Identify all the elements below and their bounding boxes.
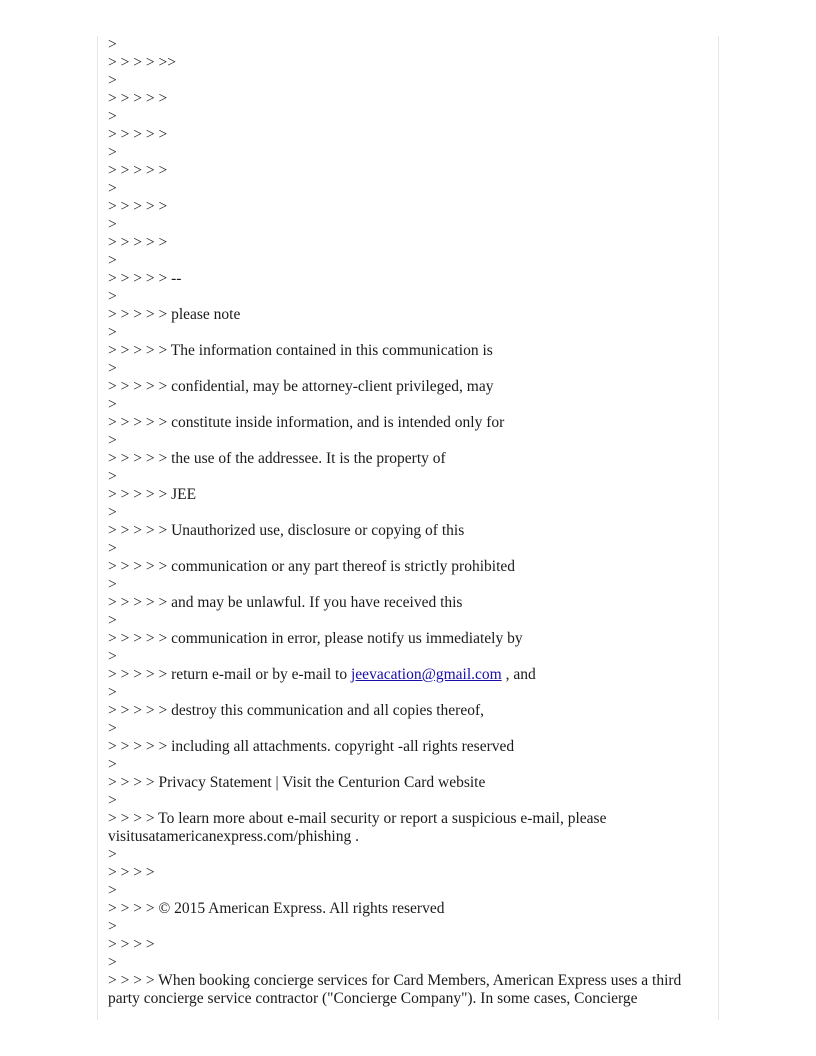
text-line: >	[108, 288, 117, 305]
text-line: >	[108, 432, 117, 449]
text-line: > > > > > constitute inside information, and is intended only for	[108, 414, 505, 431]
text-line: > > > > > the use of the addressee. It is the property of	[108, 450, 446, 467]
email-line-suffix: , and	[501, 666, 536, 683]
text-line: > > > > To learn more about e-mail security or report a suspicious e-mail, please visitusatamericanexpress.com/phishing .	[108, 810, 611, 845]
text-line: > > > > >	[108, 198, 168, 215]
text-line: > > > > > destroy this communication and all copies thereof,	[108, 702, 485, 719]
text-line: >	[108, 882, 117, 899]
quoted-lines-bottom	[108, 684, 708, 1008]
text-line: >	[108, 576, 117, 593]
text-line: >	[108, 36, 117, 53]
text-line: >	[108, 954, 117, 971]
text-line: >	[108, 756, 117, 773]
text-line: > > > > > please note	[108, 306, 241, 323]
text-line: > > > > > --	[108, 270, 182, 287]
text-line: >	[108, 468, 117, 485]
text-line: > > > > > Unauthorized use, disclosure or copying of this	[108, 522, 465, 539]
text-line: > > > > When booking concierge services for Card Members, American Express uses a third party concierge service contractor ("Concierge Company"). In some cases, Concierge	[108, 972, 686, 1007]
text-line: > > > > > JEE	[108, 486, 197, 503]
text-line: > > > >	[108, 936, 155, 953]
text-line: >	[108, 216, 117, 233]
text-line: >	[108, 612, 117, 629]
text-line: >	[108, 108, 117, 125]
text-line: >	[108, 144, 117, 161]
text-line: >	[108, 72, 117, 89]
text-line: > > > > >	[108, 126, 168, 143]
email-contact-line	[108, 666, 708, 684]
text-line: > > > > > The information contained in this communication is	[108, 342, 493, 359]
text-line: > > > >	[108, 864, 155, 881]
text-line: >	[108, 252, 117, 269]
email-line-prefix: > > > > > return e-mail or by e-mail to	[108, 666, 351, 683]
email-body	[108, 36, 708, 1008]
text-line: > > > > >	[108, 162, 168, 179]
text-line: >	[108, 846, 117, 863]
text-line: >	[108, 918, 117, 935]
text-line: > > > > >	[108, 90, 168, 107]
text-line: > > > > © 2015 American Express. All rights reserved	[108, 900, 445, 917]
text-line: > > > > > including all attachments. copyright -all rights reserved	[108, 738, 515, 755]
text-line: > > > > > communication or any part thereof is strictly prohibited	[108, 558, 516, 575]
email-link[interactable]: jeevacation@gmail.com	[351, 666, 502, 683]
text-line: > > > > Privacy Statement | Visit the Centurion Card website	[108, 774, 486, 791]
text-line: > > > > > confidential, may be attorney-client privileged, may	[108, 378, 494, 395]
quoted-lines-top	[108, 36, 708, 666]
text-line: >	[108, 180, 117, 197]
text-line: >	[108, 648, 117, 665]
text-line: >	[108, 396, 117, 413]
text-line: >	[108, 792, 117, 809]
text-line: > > > > > and may be unlawful. If you have received this	[108, 594, 463, 611]
text-line: > > > > >	[108, 234, 168, 251]
text-line: >	[108, 324, 117, 341]
text-line: >	[108, 504, 117, 521]
text-line: >	[108, 684, 117, 701]
text-line: > > > > >>	[108, 54, 176, 71]
text-line: > > > > > communication in error, please notify us immediately by	[108, 630, 523, 647]
text-line: >	[108, 540, 117, 557]
text-line: >	[108, 360, 117, 377]
text-line: >	[108, 720, 117, 737]
